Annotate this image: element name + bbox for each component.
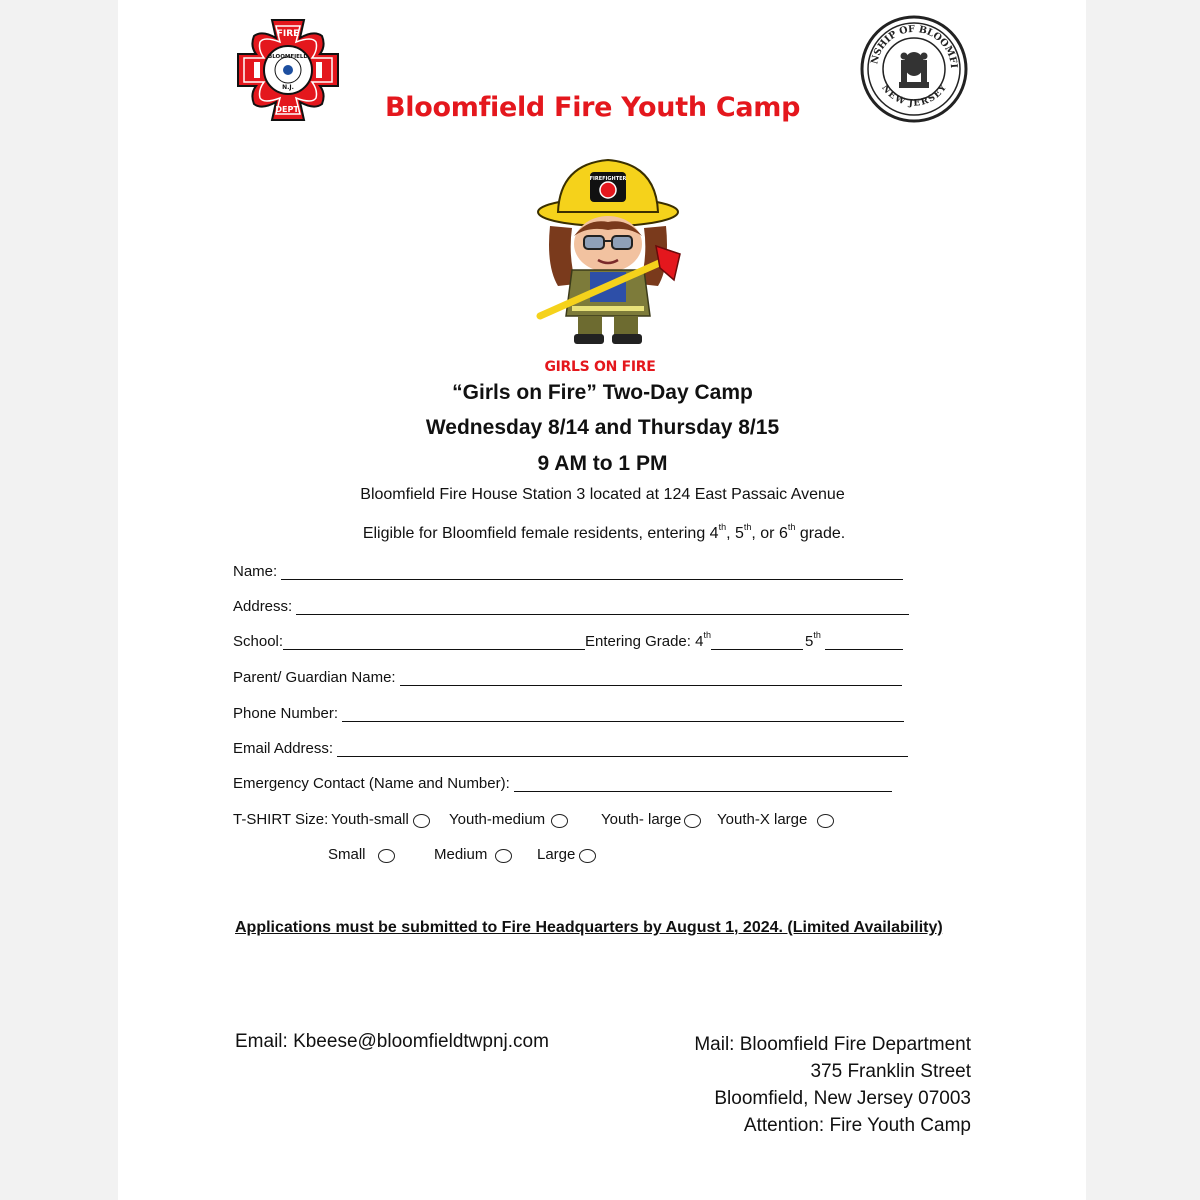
mail-line-2: 375 Franklin Street — [810, 1061, 971, 1082]
radio-youth-small[interactable] — [413, 814, 430, 828]
grade-label: Entering Grade: 4th — [585, 630, 711, 650]
phone-label: Phone Number: — [233, 705, 339, 722]
mail-line-3: Bloomfield, New Jersey 07003 — [714, 1088, 971, 1109]
radio-small[interactable] — [378, 849, 395, 863]
fire-department-logo — [234, 16, 342, 129]
girls-on-fire-caption: GIRLS ON FIRE — [544, 359, 656, 375]
seal-bottom-text: NEW JERSEY — [879, 83, 949, 109]
mail-line-4: Attention: Fire Youth Camp — [743, 1115, 971, 1136]
radio-medium[interactable] — [495, 849, 512, 863]
phone-field[interactable] — [342, 707, 904, 722]
tshirt-label: T-SHIRT Size: — [233, 811, 329, 828]
mail-line-1: Mail: Bloomfield Fire Department — [694, 1034, 971, 1055]
size-option-youth-xlarge[interactable]: Youth-X large — [717, 811, 834, 828]
radio-youth-medium[interactable] — [551, 814, 568, 828]
event-location: Bloomfield Fire House Station 3 located at 124 East Passaic Avenue — [360, 486, 845, 503]
school-field[interactable] — [283, 635, 585, 650]
email-label: Email Address: — [233, 740, 334, 757]
radio-youth-xlarge[interactable] — [817, 814, 834, 828]
eligibility-text: Eligible for Bloomfield female residents, entering 4th, 5th, or 6th grade. — [362, 521, 846, 542]
firefighter-girl-illustration — [528, 156, 688, 351]
school-label: School: — [233, 633, 284, 650]
address-field[interactable] — [296, 600, 909, 615]
size-option-youth-medium[interactable]: Youth-medium — [449, 811, 568, 828]
emergency-row — [233, 775, 892, 792]
guardian-row — [233, 669, 902, 686]
seal-ring-text: NSHIP OF BLOOMFI — [869, 23, 960, 69]
fire-logo-ring-text: BLOOMFIELD — [268, 54, 308, 60]
school-row — [233, 630, 903, 650]
emergency-field[interactable] — [514, 777, 892, 792]
name-row — [233, 563, 903, 580]
helmet-badge-text: FIREFIGHTER — [589, 176, 627, 182]
grade-5-field[interactable] — [825, 635, 903, 650]
event-dates: Wednesday 8/14 and Thursday 8/15 — [425, 416, 780, 439]
email-field[interactable] — [337, 742, 908, 757]
page-title: Bloomfield Fire Youth Camp — [385, 92, 801, 123]
radio-large[interactable] — [579, 849, 596, 863]
grade-4-field[interactable] — [711, 635, 803, 650]
deadline-notice: Applications must be submitted to Fire Headquarters by August 1, 2024. (Limited Availability) — [235, 919, 943, 936]
size-option-youth-small[interactable]: Youth-small — [331, 811, 430, 828]
fire-logo-top-text: FIRE — [276, 29, 300, 39]
township-seal — [859, 14, 969, 129]
phone-row — [233, 705, 904, 722]
event-time: 9 AM to 1 PM — [537, 452, 668, 475]
contact-email: Email: Kbeese@bloomfieldtwpnj.com — [235, 1031, 549, 1052]
mail-address-block — [694, 1031, 971, 1139]
name-label: Name: — [233, 563, 278, 580]
address-row — [233, 598, 909, 615]
size-option-large[interactable]: Large — [537, 846, 596, 863]
guardian-field[interactable] — [400, 671, 902, 686]
fire-logo-bottom-text: DEPT. — [275, 105, 301, 114]
fire-logo-center-text: N.J. — [282, 84, 294, 91]
radio-youth-large[interactable] — [684, 814, 701, 828]
guardian-label: Parent/ Guardian Name: — [233, 669, 396, 686]
emergency-label: Emergency Contact (Name and Number): — [233, 775, 510, 792]
email-row — [233, 740, 908, 757]
event-name: “Girls on Fire” Two-Day Camp — [452, 381, 753, 404]
grade-5-label: 5th — [804, 630, 821, 650]
address-label: Address: — [233, 598, 293, 615]
size-option-youth-large[interactable]: Youth- large — [601, 811, 701, 828]
size-option-small[interactable]: Small — [328, 846, 395, 863]
size-option-medium[interactable]: Medium — [434, 846, 512, 863]
name-field[interactable] — [281, 565, 903, 580]
